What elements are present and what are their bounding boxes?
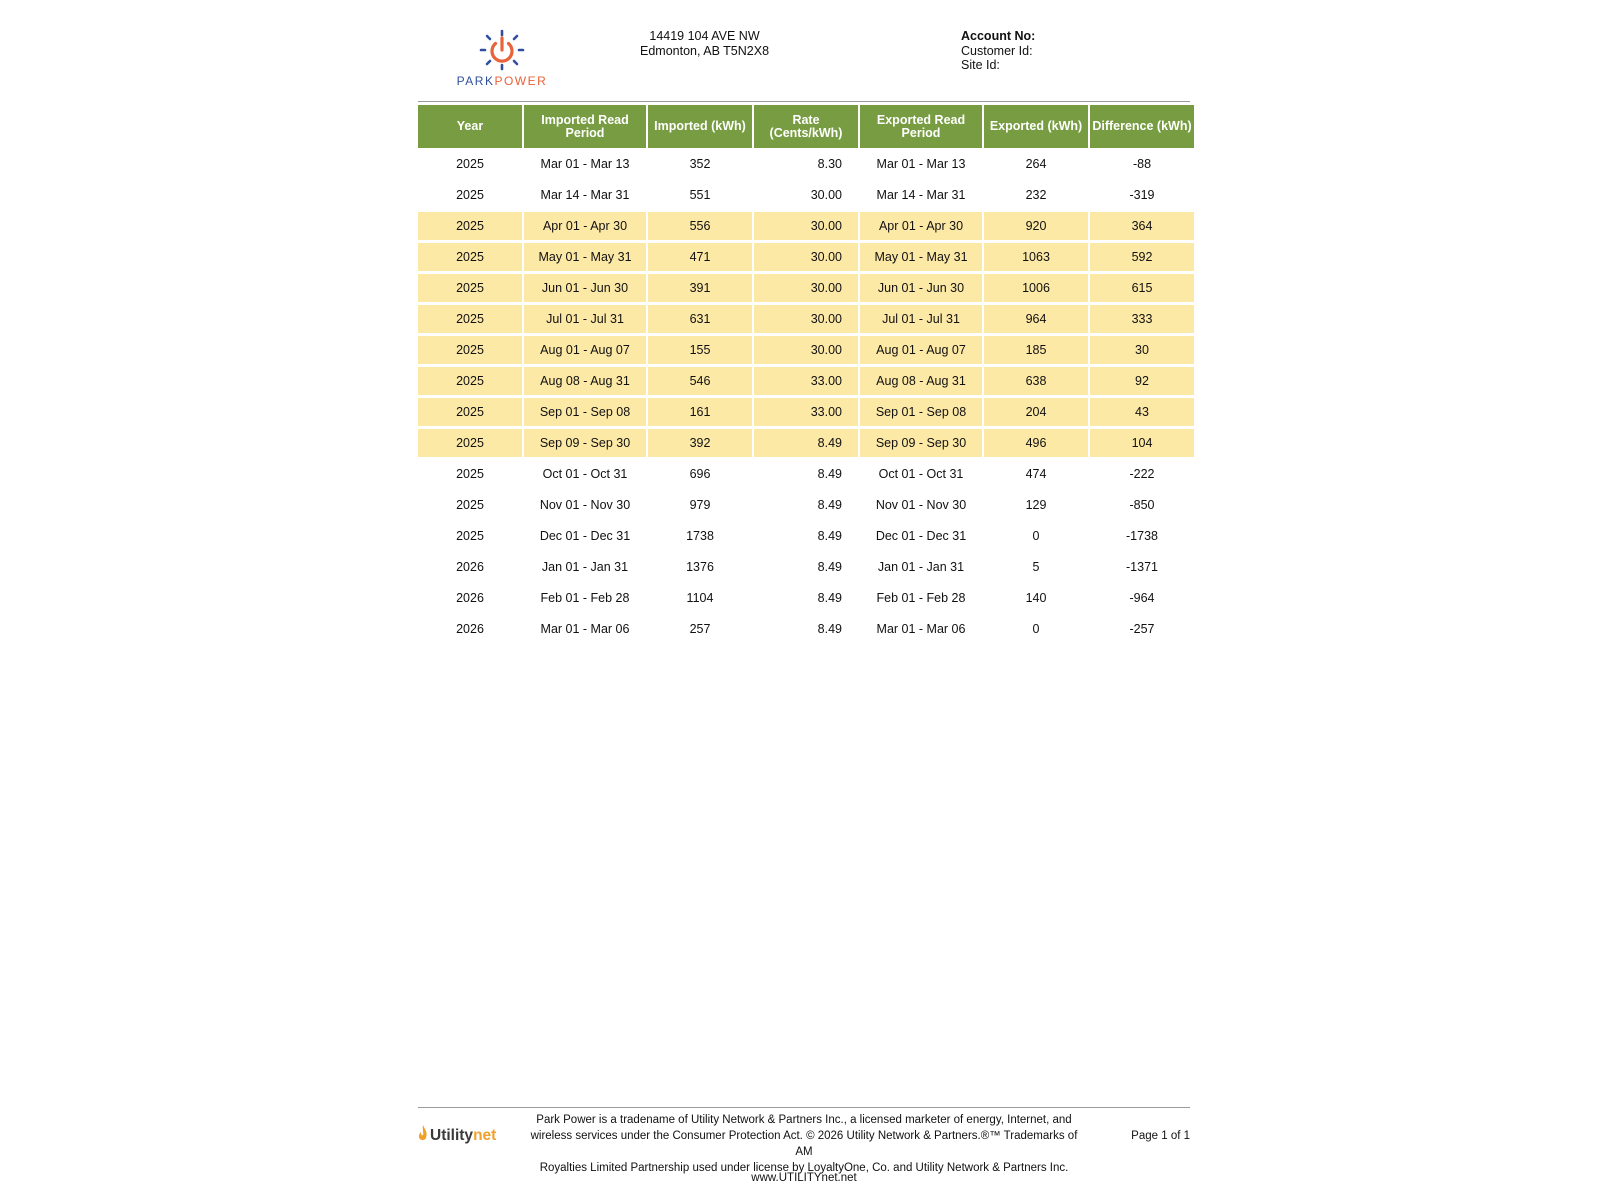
cell-imported-read-period: Jul 01 - Jul 31 [524, 303, 646, 334]
cell-imported-read-period: Jan 01 - Jan 31 [524, 551, 646, 582]
logo-wordmark: PARKPOWER [456, 74, 548, 88]
table-row [418, 365, 1194, 396]
header-year: Year [418, 105, 522, 148]
cell-year: 2025 [418, 520, 522, 551]
cell-year: 2025 [418, 489, 522, 520]
cell-imported-read-period: Sep 01 - Sep 08 [524, 396, 646, 427]
cell-imported-kwh: 1738 [648, 520, 752, 551]
usage-table [416, 105, 1196, 644]
cell-imported-kwh: 979 [648, 489, 752, 520]
cell-imported-kwh: 1376 [648, 551, 752, 582]
cell-difference-kwh: 333 [1090, 303, 1194, 334]
cell-rate: 30.00 [754, 210, 858, 241]
page-number: Page 1 of 1 [1131, 1130, 1190, 1142]
cell-difference-kwh: 364 [1090, 210, 1194, 241]
cell-exported-kwh: 920 [984, 210, 1088, 241]
cell-imported-read-period: Sep 09 - Sep 30 [524, 427, 646, 458]
cell-imported-read-period: Mar 14 - Mar 31 [524, 179, 646, 210]
cell-year: 2025 [418, 148, 522, 179]
cell-imported-read-period: Nov 01 - Nov 30 [524, 489, 646, 520]
park-power-logo [454, 28, 550, 88]
cell-exported-read-period: Jun 01 - Jun 30 [860, 272, 982, 303]
table-row [418, 148, 1194, 179]
address-line-2: Edmonton, AB T5N2X8 [640, 43, 770, 58]
flame-icon [418, 1125, 428, 1146]
cell-exported-read-period: Apr 01 - Apr 30 [860, 210, 982, 241]
cell-imported-kwh: 471 [648, 241, 752, 272]
cell-imported-kwh: 392 [648, 427, 752, 458]
cell-exported-kwh: 232 [984, 179, 1088, 210]
cell-exported-read-period: Mar 14 - Mar 31 [860, 179, 982, 210]
header-difference-kwh: Difference (kWh) [1090, 105, 1194, 148]
cell-year: 2025 [418, 334, 522, 365]
cell-rate: 8.30 [754, 148, 858, 179]
table-row [418, 520, 1194, 551]
cell-exported-read-period: Sep 09 - Sep 30 [860, 427, 982, 458]
cell-imported-kwh: 352 [648, 148, 752, 179]
cell-year: 2025 [418, 241, 522, 272]
cell-year: 2025 [418, 458, 522, 489]
table-row [418, 241, 1194, 272]
utility-logo-part1: Utility [430, 1127, 474, 1144]
cell-year: 2025 [418, 210, 522, 241]
cell-exported-read-period: Mar 01 - Mar 06 [860, 613, 982, 644]
cell-imported-kwh: 155 [648, 334, 752, 365]
cell-imported-read-period: May 01 - May 31 [524, 241, 646, 272]
cell-exported-kwh: 638 [984, 365, 1088, 396]
statement-page [418, 0, 1190, 1200]
table-row [418, 272, 1194, 303]
cell-imported-read-period: Dec 01 - Dec 31 [524, 520, 646, 551]
cell-difference-kwh: -850 [1090, 489, 1194, 520]
cell-imported-kwh: 257 [648, 613, 752, 644]
cell-exported-read-period: Sep 01 - Sep 08 [860, 396, 982, 427]
service-address [640, 29, 769, 58]
cell-year: 2025 [418, 303, 522, 334]
table-row [418, 334, 1194, 365]
cell-rate: 8.49 [754, 582, 858, 613]
cell-imported-kwh: 556 [648, 210, 752, 241]
cell-rate: 8.49 [754, 551, 858, 582]
cell-rate: 33.00 [754, 365, 858, 396]
header-divider [418, 101, 1190, 102]
cell-exported-kwh: 1063 [984, 241, 1088, 272]
header-imported-kwh: Imported (kWh) [648, 105, 752, 148]
cell-exported-read-period: Aug 08 - Aug 31 [860, 365, 982, 396]
cell-rate: 8.49 [754, 458, 858, 489]
table-body [418, 148, 1194, 644]
cell-difference-kwh: -964 [1090, 582, 1194, 613]
cell-difference-kwh: 615 [1090, 272, 1194, 303]
table-row [418, 489, 1194, 520]
cell-exported-read-period: Jul 01 - Jul 31 [860, 303, 982, 334]
cell-difference-kwh: 104 [1090, 427, 1194, 458]
cell-rate: 8.49 [754, 489, 858, 520]
header-rate: Rate (Cents/kWh) [754, 105, 858, 148]
cell-imported-kwh: 391 [648, 272, 752, 303]
cell-exported-kwh: 204 [984, 396, 1088, 427]
cell-exported-kwh: 129 [984, 489, 1088, 520]
cell-rate: 33.00 [754, 396, 858, 427]
cell-exported-kwh: 5 [984, 551, 1088, 582]
footer-divider [418, 1107, 1190, 1108]
cell-difference-kwh: -1738 [1090, 520, 1194, 551]
table-row [418, 210, 1194, 241]
cell-exported-read-period: Nov 01 - Nov 30 [860, 489, 982, 520]
cell-imported-kwh: 1104 [648, 582, 752, 613]
cell-difference-kwh: 592 [1090, 241, 1194, 272]
cell-imported-read-period: Feb 01 - Feb 28 [524, 582, 646, 613]
cell-year: 2025 [418, 365, 522, 396]
cell-imported-kwh: 546 [648, 365, 752, 396]
cell-exported-kwh: 474 [984, 458, 1088, 489]
cell-exported-kwh: 496 [984, 427, 1088, 458]
site-id-label: Site Id: [961, 58, 1000, 72]
utilitynet-logo [418, 1125, 496, 1146]
cell-rate: 8.49 [754, 520, 858, 551]
table-row [418, 303, 1194, 334]
cell-year: 2025 [418, 272, 522, 303]
cell-difference-kwh: 43 [1090, 396, 1194, 427]
cell-year: 2025 [418, 427, 522, 458]
table-row [418, 179, 1194, 210]
cell-imported-read-period: Aug 08 - Aug 31 [524, 365, 646, 396]
cell-rate: 30.00 [754, 241, 858, 272]
address-line-1: 14419 104 AVE NW [649, 29, 760, 43]
table-row [418, 613, 1194, 644]
legal-line-2: wireless services under the Consumer Protection Act. © 2026 Utility Network & Partners.®™ Trademarks of AM [530, 1130, 1078, 1158]
legal-line-3: Royalties Limited Partnership used under license by LoyaltyOne, Co. and Utility Network & Partners Inc. [539, 1162, 1069, 1174]
legal-line-1: Park Power is a tradename of Utility Network & Partners Inc., a licensed marketer of energy, Internet, and [536, 1114, 1072, 1126]
table-row [418, 458, 1194, 489]
cell-rate: 30.00 [754, 179, 858, 210]
table-row [418, 551, 1194, 582]
cell-year: 2025 [418, 396, 522, 427]
cell-rate: 8.49 [754, 427, 858, 458]
table-row [418, 396, 1194, 427]
cell-difference-kwh: -257 [1090, 613, 1194, 644]
cell-rate: 30.00 [754, 334, 858, 365]
cell-exported-kwh: 140 [984, 582, 1088, 613]
cell-imported-read-period: Apr 01 - Apr 30 [524, 210, 646, 241]
cell-imported-read-period: Aug 01 - Aug 07 [524, 334, 646, 365]
cell-exported-read-period: Mar 01 - Mar 13 [860, 148, 982, 179]
table-row [418, 427, 1194, 458]
cell-exported-read-period: May 01 - May 31 [860, 241, 982, 272]
website-link[interactable]: www.UTILITYnet.net [751, 1172, 857, 1184]
customer-id-label: Customer Id: [961, 43, 1033, 58]
cell-imported-read-period: Mar 01 - Mar 06 [524, 613, 646, 644]
cell-difference-kwh: -319 [1090, 179, 1194, 210]
cell-difference-kwh: 92 [1090, 365, 1194, 396]
cell-imported-read-period: Oct 01 - Oct 31 [524, 458, 646, 489]
cell-exported-kwh: 264 [984, 148, 1088, 179]
table-row [418, 582, 1194, 613]
cell-exported-kwh: 0 [984, 613, 1088, 644]
header-imported-read-period: Imported Read Period [524, 105, 646, 148]
cell-exported-read-period: Feb 01 - Feb 28 [860, 582, 982, 613]
cell-imported-kwh: 696 [648, 458, 752, 489]
cell-rate: 8.49 [754, 613, 858, 644]
cell-difference-kwh: -222 [1090, 458, 1194, 489]
cell-exported-read-period: Jan 01 - Jan 31 [860, 551, 982, 582]
cell-exported-read-period: Dec 01 - Dec 31 [860, 520, 982, 551]
cell-exported-kwh: 185 [984, 334, 1088, 365]
account-number-label: Account No: [961, 29, 1036, 43]
legal-notice [528, 1112, 1080, 1176]
utility-logo-part2: net [473, 1127, 497, 1144]
cell-exported-kwh: 1006 [984, 272, 1088, 303]
cell-rate: 30.00 [754, 303, 858, 334]
cell-imported-read-period: Mar 01 - Mar 13 [524, 148, 646, 179]
cell-imported-kwh: 161 [648, 396, 752, 427]
cell-difference-kwh: -88 [1090, 148, 1194, 179]
cell-imported-kwh: 551 [648, 179, 752, 210]
account-info [961, 29, 1035, 73]
cell-exported-kwh: 964 [984, 303, 1088, 334]
cell-imported-read-period: Jun 01 - Jun 30 [524, 272, 646, 303]
cell-year: 2025 [418, 179, 522, 210]
power-sun-icon [477, 28, 527, 72]
cell-rate: 30.00 [754, 272, 858, 303]
table-header-row [418, 105, 1194, 148]
cell-year: 2026 [418, 613, 522, 644]
header-exported-kwh: Exported (kWh) [984, 105, 1088, 148]
cell-imported-kwh: 631 [648, 303, 752, 334]
cell-exported-read-period: Oct 01 - Oct 31 [860, 458, 982, 489]
cell-difference-kwh: -1371 [1090, 551, 1194, 582]
cell-year: 2026 [418, 551, 522, 582]
header-exported-read-period: Exported Read Period [860, 105, 982, 148]
cell-exported-read-period: Aug 01 - Aug 07 [860, 334, 982, 365]
cell-exported-kwh: 0 [984, 520, 1088, 551]
cell-year: 2026 [418, 582, 522, 613]
cell-difference-kwh: 30 [1090, 334, 1194, 365]
